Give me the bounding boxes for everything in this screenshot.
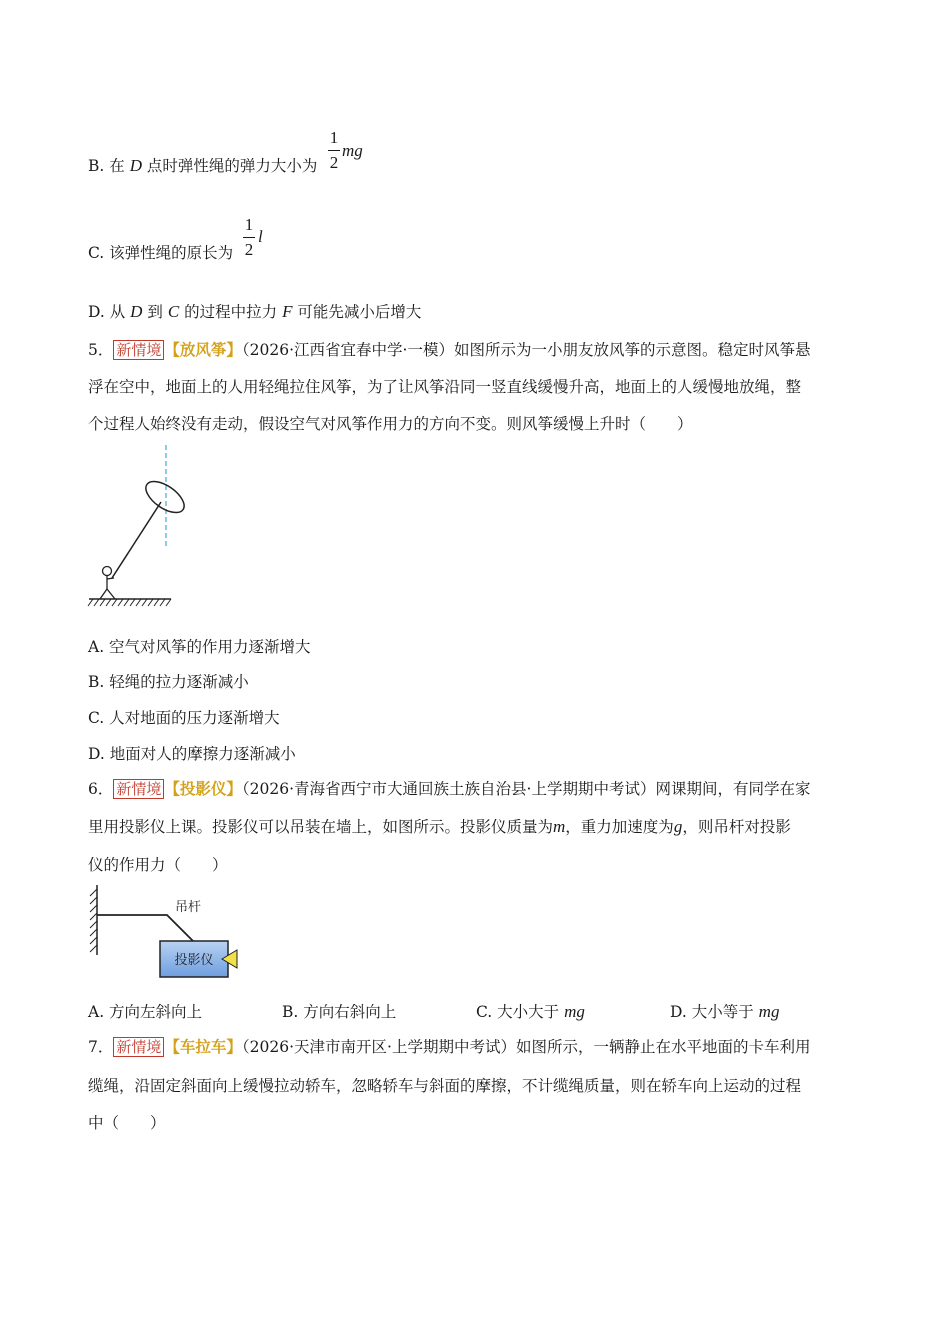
q5-option-d: D. 地面对人的摩擦力逐渐减小 bbox=[88, 745, 296, 763]
new-context-tag: 新情境 bbox=[113, 779, 164, 799]
new-context-tag: 新情境 bbox=[113, 340, 164, 360]
option-d-prev: D. 从 D 到 C 的过程中拉力 F 可能先减小后增大 bbox=[88, 302, 422, 321]
topic-label: 【投影仪】 bbox=[164, 779, 242, 798]
option-c-prev: C. 该弹性绳的原长为 bbox=[88, 244, 234, 262]
ground-hatch bbox=[88, 599, 171, 606]
wall-hatch bbox=[90, 889, 97, 952]
q5-option-a: A. 空气对风筝的作用力逐渐增大 bbox=[88, 638, 311, 656]
q6-line-3: 仪的作用力（ ） bbox=[88, 856, 228, 874]
new-context-tag: 新情境 bbox=[113, 1037, 164, 1057]
topic-label: 【车拉车】 bbox=[164, 1037, 242, 1056]
q5-option-c: C. 人对地面的压力逐渐增大 bbox=[88, 709, 280, 727]
projector-figure bbox=[85, 885, 255, 985]
q5-line-3: 个过程人始终没有走动，假设空气对风筝作用力的方向不变。则风筝缓慢上升时（ ） bbox=[88, 415, 693, 433]
q5-line-2: 浮在空中，地面上的人用轻绳拉住风筝，为了让风筝沿同一竖直线缓慢升高，地面上的人缓慢地放绳，整 bbox=[88, 378, 802, 396]
kite-shape bbox=[141, 475, 190, 518]
q5-option-b: B. 轻绳的拉力逐渐减小 bbox=[88, 673, 249, 691]
person-arm bbox=[107, 578, 114, 579]
person-leg-left bbox=[100, 589, 107, 599]
q6-option-b: B. 方向右斜向上 bbox=[282, 1003, 397, 1021]
q7-line-3: 中（ ） bbox=[88, 1114, 166, 1132]
topic-label: 【放风筝】 bbox=[164, 340, 242, 359]
hanging-rod bbox=[97, 915, 195, 943]
rod-label: 吊杆 bbox=[175, 900, 202, 915]
q7-line-1: 7． 新情境 【车拉车】（2026·天津市南开区·上学期期中考试）如图所示，一辆静止在水平地面的卡车利用 bbox=[88, 1037, 811, 1056]
q6-line-2: 里用投影仪上课。投影仪可以吊装在墙上，如图所示。投影仪质量为m，重力加速度为g，则吊杆对投影 bbox=[88, 817, 791, 836]
projector-label: 投影仪 bbox=[174, 953, 214, 968]
kite-string bbox=[112, 502, 161, 578]
q7-line-2: 缆绳，沿固定斜面向上缓慢拉动轿车，忽略轿车与斜面的摩擦，不计缆绳质量，则在轿车向上运动的过程 bbox=[88, 1077, 802, 1095]
q6-line-1: 6． 新情境 【投影仪】（2026·青海省西宁市大通回族土族自治县·上学期期中考试）网课期间，有同学在家 bbox=[88, 779, 811, 798]
person-head bbox=[103, 567, 112, 576]
person-leg-right bbox=[107, 589, 115, 599]
kite-figure bbox=[85, 445, 205, 610]
q5-line-1: 5． 新情境 【放风筝】（2026·江西省宜春中学·一模）如图所示为一小朋友放风筝的示意图。稳定时风筝悬 bbox=[88, 340, 811, 359]
q6-option-a: A. 方向左斜向上 bbox=[88, 1003, 203, 1021]
q6-option-c: C. 大小大于 mg bbox=[476, 1002, 585, 1021]
option-b-prev: B. 在 D 点时弹性绳的弹力大小为 bbox=[88, 156, 318, 175]
q6-option-d: D. 大小等于 mg bbox=[670, 1002, 780, 1021]
